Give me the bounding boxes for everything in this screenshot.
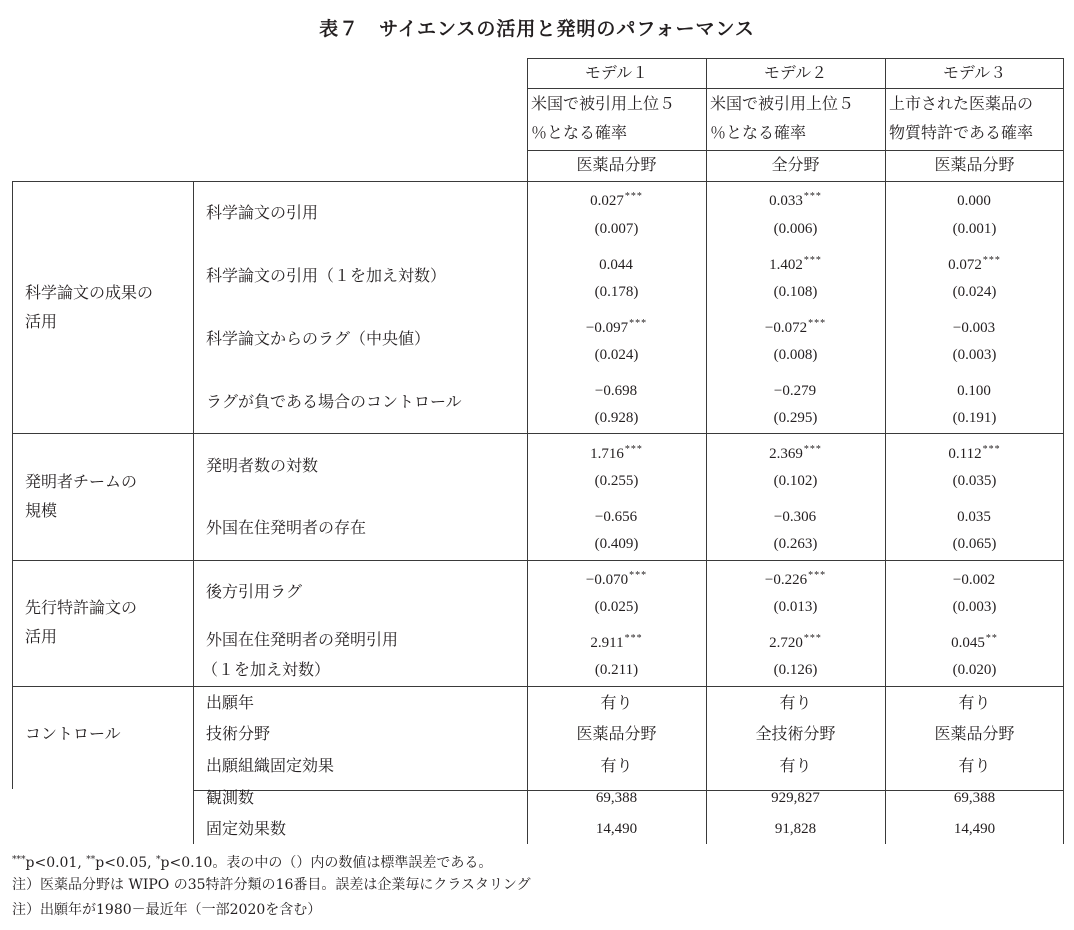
control-value: 有り (958, 756, 991, 775)
coef-cell: −0.097*** (585, 318, 648, 336)
control-label: 出願組織固定効果 (206, 756, 335, 775)
var-label: 発明者数の対数 (206, 456, 319, 475)
stat-label: 観測数 (206, 788, 255, 807)
note-2: 注）出願年が1980－最近年（一部2020を含む） (12, 902, 322, 918)
row-divider (527, 150, 1064, 151)
group-label-line1: 発明者チームの (25, 472, 138, 491)
model-1-dep-line2: ％となる確率 (531, 123, 628, 142)
coef-cell: −0.072*** (764, 318, 827, 336)
coef-cell: 0.044 (599, 257, 633, 273)
var-label: ラグが負である場合のコントロール (206, 392, 462, 411)
coef-cell: 0.112*** (948, 444, 1001, 462)
var-label: 科学論文の引用（１を加え対数） (206, 266, 447, 285)
group-label: コントロール (25, 724, 121, 743)
control-label: 技術分野 (206, 724, 271, 743)
coef-cell: 2.720*** (769, 633, 822, 651)
model-2-scope: 全分野 (771, 155, 820, 174)
control-value: 全技術分野 (755, 724, 836, 743)
se-cell: (0.001) (952, 221, 997, 237)
coef-cell: 0.033*** (769, 191, 822, 209)
se-cell: (0.191) (952, 410, 997, 426)
control-value: 有り (600, 693, 633, 712)
se-cell: (0.035) (952, 473, 997, 489)
group-label-line2: 活用 (25, 627, 58, 646)
var-label: 科学論文からのラグ（中央値） (206, 329, 431, 348)
var-label: 後方引用ラグ (206, 582, 303, 601)
var-label-line2: （１を加え対数） (202, 660, 331, 679)
row-divider (527, 88, 1064, 89)
se-cell: (0.409) (594, 536, 639, 552)
group-label-line2: 活用 (25, 312, 58, 331)
model-1-name: モデル１ (584, 63, 649, 82)
coef-cell: 1.716*** (590, 444, 643, 462)
stat-value: 929,827 (771, 790, 820, 806)
se-cell: (0.263) (773, 536, 818, 552)
coef-cell: −0.002 (952, 572, 996, 588)
group-label-line2: 規模 (25, 501, 58, 520)
se-cell: (0.020) (952, 662, 997, 678)
coef-cell: 0.035 (957, 509, 991, 525)
coef-cell: 2.911*** (590, 633, 643, 651)
stat-value: 91,828 (774, 821, 817, 837)
coef-cell: −0.070*** (585, 570, 648, 588)
se-cell: (0.928) (594, 410, 639, 426)
se-cell: (0.211) (594, 662, 639, 678)
control-value: 有り (958, 693, 991, 712)
se-cell: (0.295) (773, 410, 818, 426)
group-label-line1: 科学論文の成果の (25, 283, 154, 302)
se-cell: (0.013) (773, 599, 818, 615)
coef-cell: 0.027*** (590, 191, 643, 209)
model-3-dep-line1: 上市された医薬品の (889, 94, 1034, 113)
model-3-dep-line2: 物質特許である確率 (889, 123, 1034, 142)
coef-cell: −0.306 (773, 509, 817, 525)
se-cell: (0.024) (594, 347, 639, 363)
model-1-scope: 医薬品分野 (576, 155, 657, 174)
model-1-dep-line1: 米国で被引用上位５ (531, 94, 676, 113)
se-cell: (0.126) (773, 662, 818, 678)
group-separator (12, 433, 1064, 434)
se-cell: (0.006) (773, 221, 818, 237)
control-value: 有り (779, 693, 812, 712)
coef-cell: 0.045** (951, 633, 998, 651)
control-value: 医薬品分野 (934, 724, 1015, 743)
coef-cell: 0.000 (957, 193, 991, 209)
coef-cell: 2.369*** (769, 444, 822, 462)
mask (12, 789, 193, 792)
control-value: 有り (600, 756, 633, 775)
se-cell: (0.255) (594, 473, 639, 489)
model-2-dep-line2: ％となる確率 (710, 123, 807, 142)
coef-cell: 0.072*** (948, 255, 1001, 273)
group-separator (12, 560, 1064, 561)
coef-cell: −0.656 (594, 509, 638, 525)
se-cell: (0.008) (773, 347, 818, 363)
se-cell: (0.065) (952, 536, 997, 552)
control-value: 医薬品分野 (576, 724, 657, 743)
se-cell: (0.178) (594, 284, 639, 300)
var-label: 外国在住発明者の存在 (206, 518, 367, 537)
stat-value: 14,490 (595, 821, 638, 837)
se-cell: (0.024) (952, 284, 997, 300)
stat-label: 固定効果数 (206, 819, 287, 838)
group-label-line1: 先行特許論文の (25, 598, 138, 617)
control-value: 有り (779, 756, 812, 775)
note-1: 注）医薬品分野は WIPO の35特許分類の16番目。誤差は企業毎にクラスタリング (12, 877, 531, 893)
table-title: 表７ サイエンスの活用と発明のパフォーマンス (319, 18, 755, 40)
coef-cell: −0.226*** (764, 570, 827, 588)
significance-note: ***p<0.01, **p<0.05, *p<0.10。表の中の（）内の数値は標準誤差である。 (12, 855, 493, 871)
model-2-name: モデル２ (763, 63, 828, 82)
coef-cell: −0.003 (952, 320, 996, 336)
se-cell: (0.102) (773, 473, 818, 489)
stat-value: 69,388 (595, 790, 638, 806)
control-label: 出願年 (206, 693, 255, 712)
model-2-dep-line1: 米国で被引用上位５ (710, 94, 855, 113)
model-3-name: モデル３ (942, 63, 1007, 82)
group-separator (12, 686, 1064, 687)
group-col-divider (193, 181, 194, 844)
coef-cell: −0.279 (773, 383, 817, 399)
coef-cell: −0.698 (594, 383, 638, 399)
var-label: 外国在住発明者の発明引用 (206, 630, 399, 649)
se-cell: (0.025) (594, 599, 639, 615)
coef-cell: 0.100 (957, 383, 991, 399)
var-label: 科学論文の引用 (206, 203, 319, 222)
se-cell: (0.003) (952, 599, 997, 615)
stat-value: 69,388 (953, 790, 996, 806)
se-cell: (0.007) (594, 221, 639, 237)
coef-cell: 1.402*** (769, 255, 822, 273)
model-3-scope: 医薬品分野 (934, 155, 1015, 174)
se-cell: (0.108) (773, 284, 818, 300)
stat-value: 14,490 (953, 821, 996, 837)
se-cell: (0.003) (952, 347, 997, 363)
